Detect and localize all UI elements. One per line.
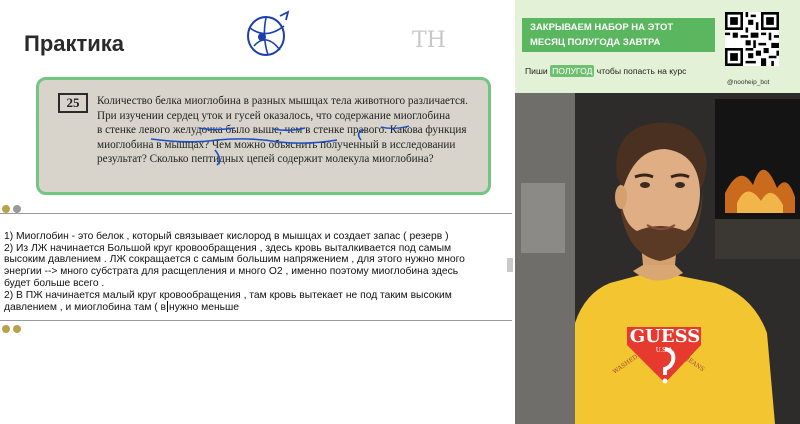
answer-line: высоким давлением . ЛЖ сокращается с самым большим напряжением , для этого нужно много xyxy=(4,254,465,266)
handle-dot[interactable] xyxy=(2,325,10,333)
task-line: в стенке левого желудочка было выше, чем в стенке правого. Какова функция xyxy=(97,124,467,137)
answer-line-last xyxy=(4,301,465,314)
shirt-usa: U.S.A. xyxy=(655,347,675,354)
answer-line: энергии --> много субстрата для расщепления и много О2 , именно поэтому миоглобина здесь xyxy=(4,266,459,278)
webcam-feed xyxy=(515,0,800,424)
handle-dot[interactable] xyxy=(2,205,10,213)
task-text xyxy=(97,94,487,167)
task-line: миоглобина в мышцах? Чем можно объяснить полученный в исследовании xyxy=(97,138,456,151)
ad-sub-text: чтобы попасть на курс xyxy=(594,66,687,76)
ad-headline xyxy=(522,18,715,52)
answer-text-after-caret: нужно меньше xyxy=(169,302,239,314)
task-line: результат? Сколько пептидных цепей содержит молекула миоглобина? xyxy=(97,153,434,166)
answer-line: 2) В ПЖ начинается малый круг кровообращения , там кровь вытекает не под таким высоким xyxy=(4,289,452,301)
ad-subline xyxy=(525,66,686,76)
course-ad-banner xyxy=(515,0,800,93)
ad-headline-line: ЗАКРЫВАЕМ НАБОР НА ЭТОТ xyxy=(530,22,674,33)
bottom-handles[interactable] xyxy=(2,324,42,334)
answer-line: 2) Из ЛЖ начинается Большой круг кровообращения , здесь кровь выталкивается под самым xyxy=(4,242,452,254)
slide-title: Практика xyxy=(24,31,125,56)
shirt-brand: GUESS xyxy=(629,326,701,347)
globe-logo-icon xyxy=(240,10,300,60)
answer-line: будет больше всего . xyxy=(4,277,105,289)
answer-text-before-caret: давлением , и миоглобина там ( в xyxy=(4,302,167,314)
task-card xyxy=(36,77,491,195)
qr-code-icon[interactable] xyxy=(725,12,779,66)
shirt-brand-logo xyxy=(515,93,800,424)
panel-resize-handle[interactable] xyxy=(507,258,513,272)
th-watermark: TH xyxy=(412,28,446,53)
ad-keyword: ПОЛУГОД xyxy=(552,66,593,76)
ad-headline-line: МЕСЯЦ ПОЛУГОДА ЗАВТРА xyxy=(530,37,661,48)
task-number: 25 xyxy=(58,93,88,113)
ad-bot-handle[interactable]: @nooheip_bot xyxy=(727,79,770,86)
shirt-arc-right: JEANS xyxy=(684,355,706,374)
task-line: При изучении сердец уток и гусей оказалось, что содержание миоглобина xyxy=(97,109,451,122)
handle-dot[interactable] xyxy=(13,205,21,213)
answer-line: 1) Миоглобин - это белок , который связывает кислород в мышцах и создает запас ( резерв ) xyxy=(4,231,449,242)
handle-dot[interactable] xyxy=(13,325,21,333)
ad-sub-text: Пиши xyxy=(525,66,551,76)
task-line: Количество белка миоглобина в разных мышцах тела животного различается. xyxy=(97,95,468,107)
shirt-arc-left: WASHED xyxy=(611,353,640,376)
answer-text-box[interactable] xyxy=(0,213,512,321)
text-caret xyxy=(167,301,168,312)
